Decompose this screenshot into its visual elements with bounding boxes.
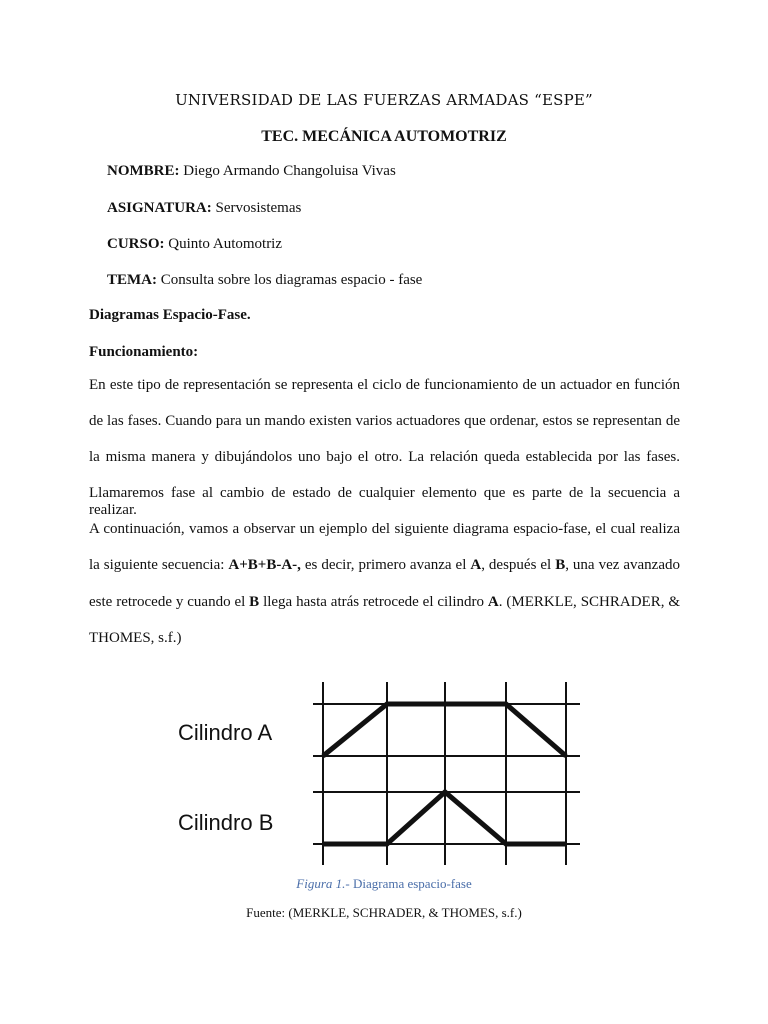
tema-label: TEMA: [107,272,157,288]
cylinder-a-label: Cilindro A [178,720,273,745]
cylinder-b-ref: B [249,594,260,610]
text-run: , después el [481,557,556,573]
tema-value: Consulta sobre los diagramas espacio - fase [157,272,423,288]
paragraph-line [89,557,680,574]
university-title: UNIVERSIDAD DE LAS FUERZAS ARMADAS “ESPE” [175,91,593,109]
section-title: Diagramas Espacio-Fase. [89,307,251,323]
space-phase-diagram [170,660,598,868]
curso-value: Quinto Automotriz [164,236,283,252]
paragraph-line: En este tipo de representación se representa el ciclo de funcionamiento de un actuador en función [89,377,680,393]
sequence-text: A+B+B-A-, [228,557,301,573]
subsection-title: Funcionamiento: [89,344,199,360]
curso-field [107,236,282,253]
diagram-grid [313,682,580,865]
tema-field [107,272,422,289]
nombre-label: NOMBRE: [107,163,180,179]
text-run: este retrocede y cuando el [89,594,250,610]
paragraph-line: A continuación, vamos a observar un ejemplo del siguiente diagrama espacio-fase, el cual realiza [89,521,680,537]
cylinder-a-ref: A [487,594,499,610]
asignatura-label: ASIGNATURA: [107,200,212,216]
text-run: es decir, primero avanza el [300,557,471,573]
curso-label: CURSO: [107,236,165,252]
paragraph-line: Llamaremos fase al cambio de estado de cualquier elemento que es parte de la secuencia a realizar. [89,485,680,518]
paragraph-line: la misma manera y dibujándolos uno bajo el otro. La relación queda establecida por las fases. [89,449,680,465]
cylinder-b-label: Cilindro B [178,810,274,835]
text-run: llega hasta atrás retrocede el cilindro [259,594,488,610]
paragraph-line [89,594,680,611]
program-title: TEC. MECÁNICA AUTOMOTRIZ [261,128,507,145]
nombre-field [107,163,396,180]
caption-prefix: Figura 1.- [296,876,350,891]
text-run: . (MERKLE, SCHRADER, & [498,594,681,610]
asignatura-field [107,200,301,217]
cylinder-a-ref: A [470,557,482,573]
figure-source: Fuente: (MERKLE, SCHRADER, & THOMES, s.f.) [246,905,522,920]
paragraph-line: THOMES, s.f.) [89,630,182,646]
text-run: la siguiente secuencia: [89,557,229,573]
figure-caption [0,876,768,892]
nombre-value: Diego Armando Changoluisa Vivas [179,163,396,179]
text-run: , una vez avanzado [565,557,680,573]
caption-text: Diagrama espacio-fase [349,876,472,891]
paragraph-line: de las fases. Cuando para un mando existen varios actuadores que ordenar, estos se representan de [89,413,680,429]
cylinder-b-ref: B [555,557,566,573]
asignatura-value: Servosistemas [211,200,302,216]
